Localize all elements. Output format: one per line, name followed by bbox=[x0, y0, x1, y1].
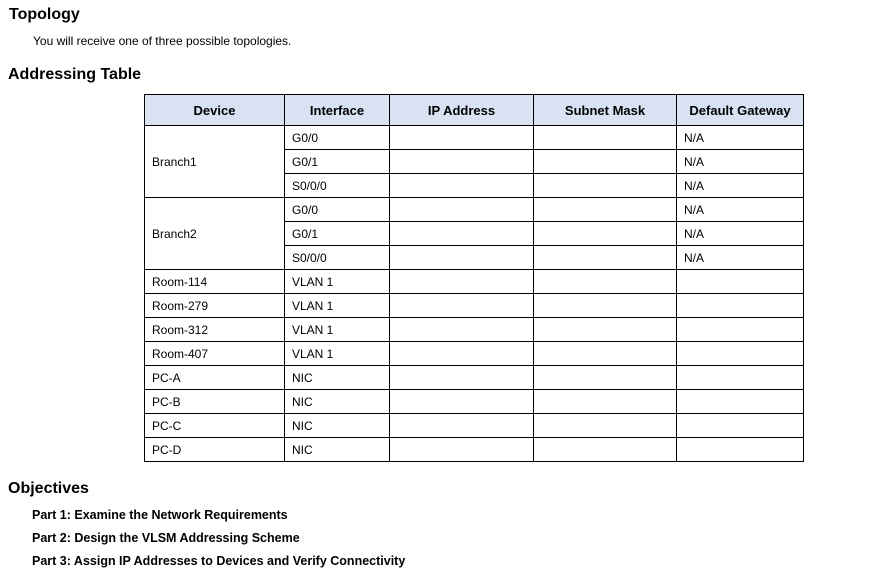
cell-default-gateway bbox=[677, 414, 804, 438]
cell-default-gateway: N/A bbox=[677, 174, 804, 198]
cell-device: PC-B bbox=[145, 390, 285, 414]
cell-device: PC-D bbox=[145, 438, 285, 462]
cell-ip-address bbox=[390, 390, 534, 414]
cell-device: Branch1 bbox=[145, 126, 285, 198]
cell-device: Branch2 bbox=[145, 198, 285, 270]
cell-subnet-mask bbox=[534, 222, 677, 246]
addressing-table-heading: Addressing Table bbox=[8, 66, 142, 83]
cell-subnet-mask bbox=[534, 294, 677, 318]
table-row bbox=[145, 198, 804, 222]
cell-interface: VLAN 1 bbox=[285, 318, 390, 342]
cell-ip-address bbox=[390, 198, 534, 222]
table-row bbox=[145, 414, 804, 438]
cell-ip-address bbox=[390, 438, 534, 462]
column-header-device: Device bbox=[145, 95, 285, 126]
objectives-heading: Objectives bbox=[8, 480, 89, 497]
column-header-ip-address: IP Address bbox=[390, 95, 534, 126]
cell-default-gateway bbox=[677, 390, 804, 414]
cell-interface: S0/0/0 bbox=[285, 246, 390, 270]
table-row bbox=[145, 318, 804, 342]
cell-subnet-mask bbox=[534, 174, 677, 198]
cell-default-gateway bbox=[677, 294, 804, 318]
cell-ip-address bbox=[390, 366, 534, 390]
cell-ip-address bbox=[390, 126, 534, 150]
cell-subnet-mask bbox=[534, 342, 677, 366]
cell-device: Room-407 bbox=[145, 342, 285, 366]
cell-ip-address bbox=[390, 414, 534, 438]
cell-default-gateway: N/A bbox=[677, 150, 804, 174]
cell-default-gateway bbox=[677, 342, 804, 366]
cell-subnet-mask bbox=[534, 246, 677, 270]
cell-default-gateway bbox=[677, 366, 804, 390]
table-row bbox=[145, 270, 804, 294]
cell-interface: G0/0 bbox=[285, 126, 390, 150]
cell-subnet-mask bbox=[534, 198, 677, 222]
topology-heading: Topology bbox=[9, 6, 80, 23]
cell-interface: NIC bbox=[285, 414, 390, 438]
table-row bbox=[145, 438, 804, 462]
cell-ip-address bbox=[390, 342, 534, 366]
cell-interface: NIC bbox=[285, 390, 390, 414]
cell-interface: VLAN 1 bbox=[285, 270, 390, 294]
cell-default-gateway: N/A bbox=[677, 222, 804, 246]
cell-default-gateway: N/A bbox=[677, 246, 804, 270]
table-row bbox=[145, 126, 804, 150]
cell-ip-address bbox=[390, 222, 534, 246]
cell-ip-address bbox=[390, 270, 534, 294]
column-header-default-gateway: Default Gateway bbox=[677, 95, 804, 126]
column-header-interface: Interface bbox=[285, 95, 390, 126]
cell-subnet-mask bbox=[534, 270, 677, 294]
table-row bbox=[145, 390, 804, 414]
objective-item: Part 2: Design the VLSM Addressing Scheme bbox=[32, 531, 300, 545]
table-row bbox=[145, 294, 804, 318]
cell-subnet-mask bbox=[534, 150, 677, 174]
cell-subnet-mask bbox=[534, 414, 677, 438]
addressing-table bbox=[144, 94, 804, 462]
cell-interface: VLAN 1 bbox=[285, 342, 390, 366]
table-row bbox=[145, 342, 804, 366]
column-header-subnet-mask: Subnet Mask bbox=[534, 95, 677, 126]
cell-subnet-mask bbox=[534, 126, 677, 150]
cell-default-gateway: N/A bbox=[677, 198, 804, 222]
topology-description: You will receive one of three possible topologies. bbox=[33, 34, 292, 48]
addressing-table-body bbox=[145, 126, 804, 462]
cell-interface: G0/1 bbox=[285, 150, 390, 174]
objective-item: Part 3: Assign IP Addresses to Devices and Verify Connectivity bbox=[32, 554, 406, 568]
cell-subnet-mask bbox=[534, 318, 677, 342]
cell-default-gateway bbox=[677, 438, 804, 462]
cell-ip-address bbox=[390, 246, 534, 270]
cell-interface: NIC bbox=[285, 438, 390, 462]
cell-device: Room-114 bbox=[145, 270, 285, 294]
cell-device: PC-C bbox=[145, 414, 285, 438]
cell-interface: G0/0 bbox=[285, 198, 390, 222]
cell-interface: S0/0/0 bbox=[285, 174, 390, 198]
cell-ip-address bbox=[390, 294, 534, 318]
cell-subnet-mask bbox=[534, 390, 677, 414]
cell-interface: VLAN 1 bbox=[285, 294, 390, 318]
cell-device: Room-279 bbox=[145, 294, 285, 318]
cell-subnet-mask bbox=[534, 438, 677, 462]
cell-ip-address bbox=[390, 150, 534, 174]
cell-device: Room-312 bbox=[145, 318, 285, 342]
cell-interface: G0/1 bbox=[285, 222, 390, 246]
cell-subnet-mask bbox=[534, 366, 677, 390]
cell-device: PC-A bbox=[145, 366, 285, 390]
cell-default-gateway: N/A bbox=[677, 126, 804, 150]
table-header-row bbox=[145, 95, 804, 126]
cell-ip-address bbox=[390, 174, 534, 198]
cell-interface: NIC bbox=[285, 366, 390, 390]
objective-item: Part 1: Examine the Network Requirements bbox=[32, 508, 288, 522]
objectives-list bbox=[32, 507, 405, 576]
cell-default-gateway bbox=[677, 318, 804, 342]
cell-ip-address bbox=[390, 318, 534, 342]
table-row bbox=[145, 366, 804, 390]
cell-default-gateway bbox=[677, 270, 804, 294]
